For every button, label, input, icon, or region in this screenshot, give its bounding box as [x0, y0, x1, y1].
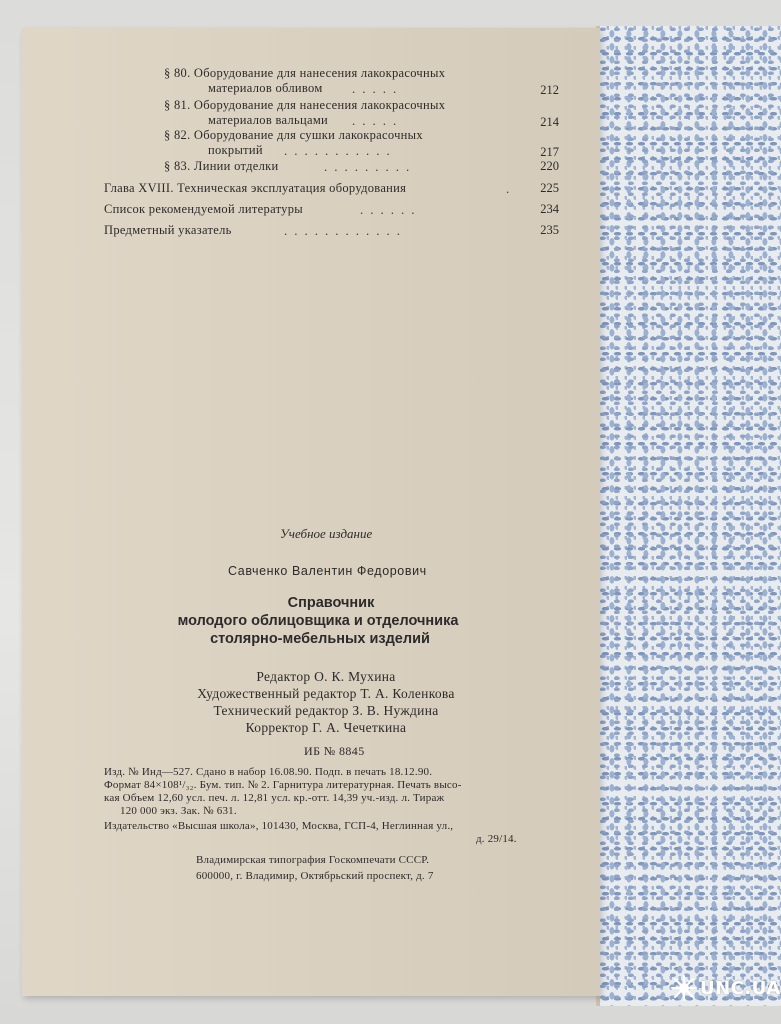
page-number: 225 — [540, 181, 559, 195]
toc-line: § 80. Оборудование для нанесения лакокрасочных — [164, 66, 446, 80]
publisher-info — [104, 820, 517, 846]
credit-line: Технический редактор З. В. Нуждина — [213, 703, 439, 718]
tech-line: Изд. № Инд—527. Сдано в набор 16.08.90. Подп. в печать 18.12.90. — [104, 766, 433, 778]
toc-line: § 83. Линии отделки — [164, 159, 279, 173]
snowflake-logo-icon — [670, 974, 698, 1002]
toc-line: § 82. Оборудование для сушки лакокрасочных — [164, 128, 423, 142]
leader-dots: ..... — [352, 81, 404, 96]
watermark — [668, 968, 781, 1008]
title-line: Справочник — [287, 595, 375, 611]
toc-line: Список рекомендуемой литературы — [104, 202, 303, 216]
page-number: 214 — [540, 115, 559, 129]
toc-line: Предметный указатель — [104, 223, 232, 237]
toc-line: покрытий — [208, 143, 263, 157]
book-title — [22, 594, 600, 648]
publisher-line: Издательство «Высшая школа», 101430, Москва, ГСП-4, Неглинная ул., — [104, 820, 454, 832]
toc-line: материалов вальцами — [208, 113, 329, 127]
author-name: Савченко Валентин Федорович — [228, 564, 427, 578]
patterned-cover-board — [600, 26, 781, 1006]
credit-line: Корректор Г. А. Чечеткина — [245, 720, 407, 735]
title-line: молодого облицовщика и отделочника — [177, 613, 459, 629]
printer-info — [196, 852, 434, 884]
leader-dots: ...... — [360, 202, 422, 217]
toc-line: материалов обливом — [208, 81, 323, 95]
credits-block — [22, 668, 600, 736]
toc-line: § 81. Оборудование для нанесения лакокрасочных — [164, 98, 446, 112]
page-number: 234 — [540, 202, 559, 216]
publisher-line: д. 29/14. — [476, 833, 517, 845]
tech-line: кая Объем 12,60 усл. печ. л. 12,81 усл. кр.-отт. 14,39 уч.-изд. л. Тираж — [104, 792, 445, 804]
tech-line: 120 000 экз. Зак. № 631. — [120, 805, 237, 817]
page-number: 217 — [540, 145, 559, 159]
book-page — [22, 28, 600, 996]
leader-dots: ............ — [284, 223, 407, 238]
printer-line: 600000, г. Владимир, Октябрьский проспект, д. 7 — [196, 870, 434, 882]
page-number: 235 — [540, 223, 559, 237]
technical-data — [104, 766, 462, 818]
page-number: 212 — [540, 83, 559, 97]
page-number: 220 — [540, 159, 559, 173]
tech-line: Формат 84×108¹/₃₂. Бум. тип. № 2. Гарнитура литературная. Печать высо- — [104, 779, 462, 791]
leader-dots: ......... — [324, 159, 417, 174]
ib-number: ИБ № 8845 — [304, 744, 365, 758]
edition-type: Учебное издание — [280, 526, 373, 541]
leader-dots: ........... — [284, 143, 397, 158]
printer-line: Владимирская типография Госкомпечати СССР. — [196, 854, 430, 866]
credit-line: Редактор О. К. Мухина — [256, 669, 396, 684]
credit-line: Художественный редактор Т. А. Коленкова — [197, 686, 455, 701]
watermark-text: UNC.UA — [700, 978, 781, 999]
leader-dots: ..... — [352, 113, 404, 128]
toc-line: Глава XVIII. Техническая эксплуатация оборудования — [104, 181, 407, 195]
title-line: столярно-мебельных изделий — [210, 631, 430, 647]
leader-dots: . — [506, 181, 517, 196]
